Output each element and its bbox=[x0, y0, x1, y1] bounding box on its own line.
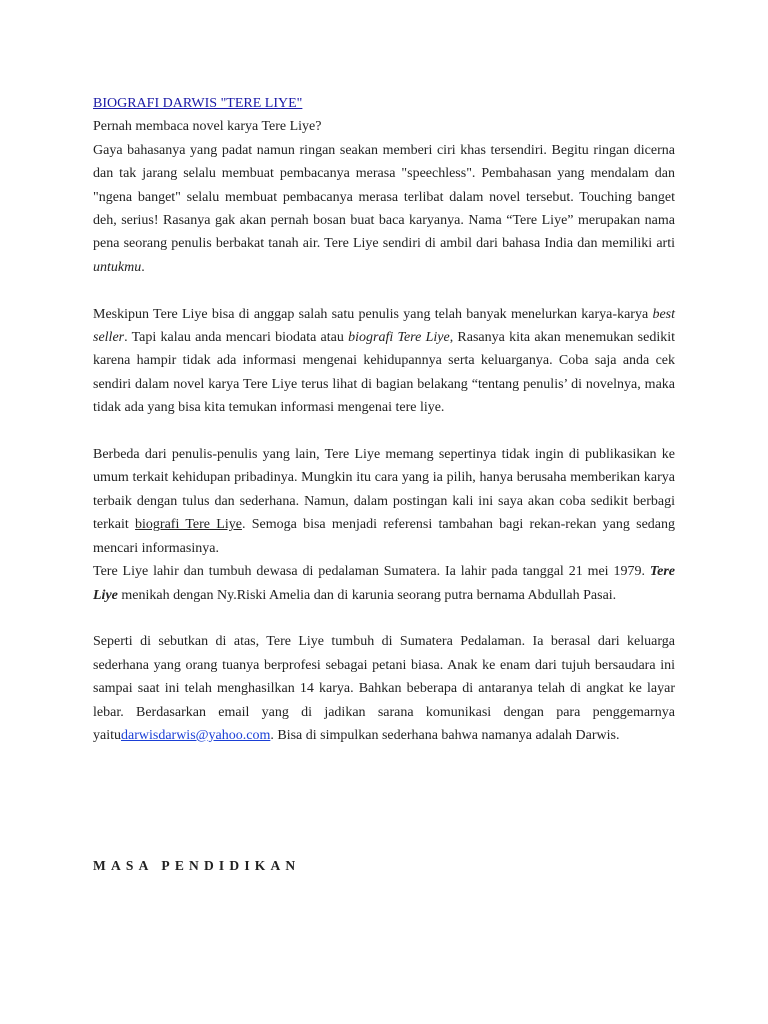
paragraph-4-text-a: Tere Liye lahir dan tumbuh dewasa di pedalaman Sumatera. Ia lahir pada tanggal 21 mei 1979. bbox=[93, 564, 650, 580]
paragraph-gap bbox=[93, 607, 675, 630]
paragraph-4-text-b: menikah dengan Ny.Riski Amelia dan di karunia seorang putra bernama Abdullah Pasai. bbox=[117, 587, 617, 603]
paragraph-1-text: Gaya bahasanya yang padat namun ringan seakan memberi ciri khas tersendiri. Begitu ringan dicerna dan tak jarang selalu membuat pembacanya merasa "speechless". Pembahasan yang mendalam dan "ngena banget" selalu membuat pembacanya merasa terlibat dalam novel tersebut. Touching banget deh, serius! Rasanya gak akan pernah bosan buat baca karyanya. Nama “Tere Liye” merupakan nama pena seorang penulis berbakat tanah air. Tere Liye sendiri di ambil dari bahasa India dan memiliki arti bbox=[93, 142, 675, 252]
paragraph-3 bbox=[93, 443, 675, 560]
paragraph-2-italic-2: biografi Tere Liye bbox=[348, 330, 450, 346]
paragraph-2-text-a: Meskipun Tere Liye bisa di anggap salah satu penulis yang telah banyak menelurkan karya-karya bbox=[93, 306, 653, 322]
paragraph-5-text-a: Seperti di sebutkan di atas, Tere Liye tumbuh di Sumatera Pedalaman. Ia berasal dari keluarga sederhana yang orang tuanya berprofesi sebagai petani biasa. Anak ke enam dari tujuh bersaudara ini sampai saat ini telah menghasilkan 14 karya. Bahkan beberapa di antaranya telah di angkat ke layar lebar. Berdasarkan email yang di jadikan sarana komunikasi dengan para penggemarnya yaitu bbox=[93, 634, 675, 743]
document-body bbox=[93, 92, 675, 747]
email-link[interactable]: darwisdarwis@yahoo.com bbox=[121, 727, 271, 743]
intro-question: Pernah membaca novel karya Tere Liye? bbox=[93, 119, 322, 135]
paragraph-1 bbox=[93, 139, 675, 279]
paragraph-gap bbox=[93, 279, 675, 302]
paragraph-1-italic: untukmu bbox=[93, 259, 142, 275]
paragraph-2 bbox=[93, 303, 675, 420]
title-paragraph bbox=[93, 92, 675, 115]
paragraph-5-text-b: . Bisa di simpulkan sederhana bahwa namanya adalah Darwis. bbox=[270, 727, 620, 743]
paragraph-5 bbox=[93, 630, 675, 747]
paragraph-3-text-b: . Semoga bisa menjadi referensi tambahan bagi rekan-rekan yang sedang mencari informasinya. bbox=[93, 517, 675, 556]
paragraph-4-bold-name: Tere Liye bbox=[93, 564, 675, 603]
paragraph-2-text-b: . Tapi kalau anda mencari biodata atau bbox=[124, 330, 349, 346]
paragraph-2-italic-1: best seller bbox=[93, 306, 675, 346]
paragraph-1-end: . bbox=[141, 259, 145, 275]
paragraph-4 bbox=[93, 560, 675, 607]
paragraph-2-text-c: , Rasanya kita akan menemukan sedikit karena hampir tidak ada informasi mengenai kehidupannya serta keluarganya. Coba saja anda cek sendiri dalam novel karya Tere Liye terus lihat di bagian belakang “tentang penulis’ di novelnya, maka tidak ada yang bisa kita temukan informasi mengenai tere liye. bbox=[93, 330, 676, 416]
title-link[interactable]: BIOGRAFI DARWIS "TERE LIYE" bbox=[93, 96, 303, 111]
biografi-link[interactable]: biografi Tere Liye bbox=[135, 517, 242, 533]
paragraph-gap bbox=[93, 420, 675, 443]
paragraph-3-text-a: Berbeda dari penulis-penulis yang lain, Tere Liye memang sepertinya tidak ingin di publikasikan ke umum terkait kehidupan pribadinya. Mungkin itu cara yang ia pilih, hanya berusaha memberikan karya terbaik dengan tulus dan sederhana. Namun, dalam postingan kali ini saya akan coba sedikit berbagi terkait bbox=[93, 447, 675, 533]
section-heading: MASA PENDIDIKAN bbox=[93, 858, 301, 873]
